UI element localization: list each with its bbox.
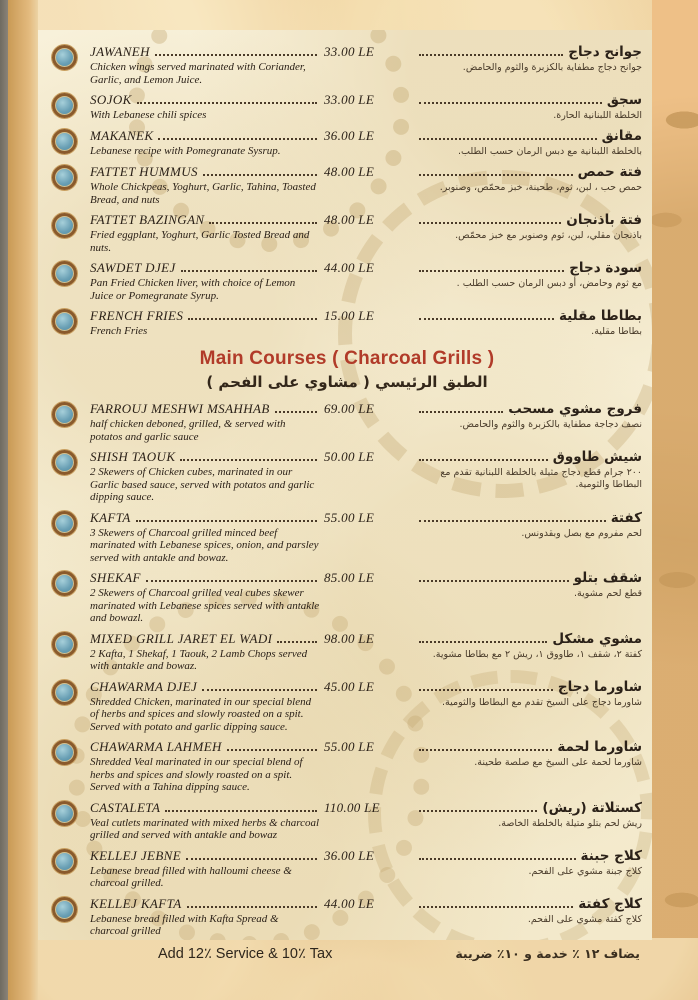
dotted-leader [419,174,573,176]
dotted-leader [419,318,554,320]
item-english-block [90,128,320,158]
item-name-line [90,401,320,417]
item-name-arabic: كلاج كفتة [578,895,642,912]
medallion-icon [52,801,77,826]
item-english-block [90,260,320,302]
item-name-arabic: فتة حمص [577,164,642,180]
item-name-english: SHEKAF [90,570,141,585]
item-name-line-arabic [416,449,642,465]
item-name-english: KAFTA [90,509,131,525]
item-description-arabic: ٢٠٠ جرام قطع دجاج مثيلة بالخلطة اللبنانية تقدم مع البطاطا والثومية. [440,467,642,490]
item-name-arabic: سجق [606,92,642,108]
item-name-line [90,739,320,755]
item-arabic-block [416,128,642,158]
item-description-english: Lebanese recipe with Pomegranate Sysrup. [90,145,281,157]
item-arabic-block [416,510,642,565]
dotted-leader [203,174,317,176]
left-ornament-strip [8,0,38,1000]
dotted-leader [181,270,317,272]
item-name-line-arabic [416,679,642,695]
dotted-leader [146,580,317,582]
item-english-block [90,510,320,565]
dotted-leader [187,906,317,908]
dotted-leader [419,459,548,461]
item-description-english: 3 Skewers of Charcoal grilled minced beef marinated with Lebanese spices, onion, and parsley served with antakle and bowaz. [90,526,319,564]
item-price: 110.00 LE [324,799,380,815]
item-name-arabic: شاورما لحمة [557,739,642,755]
scan-edge-left [0,0,8,1000]
menu-item-row [52,212,642,254]
item-price: 36.00 LE [324,128,375,143]
section-heading-arabic: الطبق الرئيسي ( مشاوي على الفحم ) [206,373,488,391]
dotted-leader [419,689,553,691]
item-name-line-arabic [416,570,642,586]
item-name-line [90,631,320,647]
dotted-leader [155,54,317,56]
menu-item-row [52,92,642,122]
item-name-arabic: بطاطا مقلية [558,308,642,324]
item-name-line [90,848,320,864]
menu-item-row [52,44,642,86]
item-arabic-block [416,848,642,890]
medallion-icon [52,571,77,596]
medallion-icon [52,511,77,536]
item-description-arabic: لحم مفروم مع بصل وبقدونس. [521,527,642,539]
menu-item-row [52,401,642,443]
item-price: 33.00 LE [324,92,375,107]
medallion-icon [52,632,77,657]
dotted-leader [227,749,317,751]
item-name-arabic: مقانق [601,128,642,144]
item-description-arabic: حمص حب ، لبن، ثوم، طحينة، خبز محمّص، وصنوبر. [439,182,642,193]
item-description-english: French Fries [90,325,148,337]
item-name-arabic: مشوي مشكل [552,630,642,647]
item-name-line-arabic [416,92,642,108]
service-tax-note-arabic: يضاف ١٢ ٪ خدمة و ١٠٪ ضريبة [455,946,640,961]
item-name-arabic: شيش طاووق [552,449,642,465]
item-arabic-block [416,401,642,443]
dotted-leader [165,810,317,812]
item-name-arabic: كلاج جبنة [580,847,642,864]
menu-item-row [52,896,642,938]
item-name-arabic: فتة باذنجان [566,212,642,228]
dotted-leader [188,318,317,320]
medallion-icon [52,849,77,874]
item-name-english: FATTET BAZINGAN [90,212,205,227]
item-name-line [90,570,320,586]
item-english-block [90,739,320,794]
item-description-english: With Lebanese chili spices [90,109,207,121]
item-name-english: KELLEJ KAFTA [90,895,182,911]
item-arabic-block [416,631,642,673]
dotted-leader [158,138,317,140]
dotted-leader [419,580,569,582]
menu-item-row [52,164,642,206]
item-description-english: Veal cutlets marinated with mixed herbs & charcoal grilled and served with antakle and bowaz [90,816,320,841]
dotted-leader [419,102,602,104]
medallion-icon [52,45,77,70]
item-description-english: Shredded Veal marinated in our special blend of herbs and spices and slowly roasted on a spit. Served with a Tahina dipping sauce. [90,756,303,793]
item-english-block [90,679,320,734]
item-description-arabic: جوانح دجاج مطفاية بالكزبرة والثوم والحامض. [462,62,642,73]
item-description-english: Fried eggplant, Yoghurt, Garlic Tosted Bread and nuts. [90,229,310,254]
item-name-line-arabic [416,510,642,526]
medallion-icon [52,450,77,475]
medallion-icon [52,93,77,118]
menu-page [38,30,652,940]
item-name-line-arabic [416,631,642,647]
item-name-line [90,896,320,912]
item-name-line [90,449,320,465]
menu-item-row [52,631,642,673]
section-heading [52,348,642,391]
item-price: 44.00 LE [324,260,375,275]
right-ornament-band [652,0,698,1000]
item-english-block [90,401,320,443]
item-name-line [90,92,320,108]
item-name-line-arabic [416,308,642,324]
menu-item-row [52,739,642,794]
dotted-leader [209,222,317,224]
dotted-leader [419,54,563,56]
item-name-line-arabic [416,800,642,816]
item-english-block [90,164,320,206]
item-name-arabic: فروج مشوي مسحب [508,401,642,417]
item-english-block [90,44,320,86]
item-name-arabic: شاورما دجاج [557,678,642,695]
item-name-line-arabic [416,848,642,864]
item-english-block [90,570,320,625]
dotted-leader [202,689,317,691]
item-price: 45.00 LE [324,678,375,694]
item-description-english: 2 Kafta, 1 Shekaf, 1 Taouk, 2 Lamb Chops served with antakle and bowaz. [90,647,308,672]
item-price: 15.00 LE [324,308,375,323]
medallion-icon [52,213,77,238]
dotted-leader [275,411,317,413]
item-name-line [90,308,320,324]
item-name-line-arabic [416,260,642,276]
item-name-english: FATTET HUMMUS [90,164,198,179]
menu-item-row [52,800,642,842]
item-arabic-block [416,92,642,122]
item-english-block [90,800,320,842]
item-name-english: CHAWARMA DJEJ [90,678,198,694]
item-name-line [90,510,320,526]
item-arabic-block [416,896,642,938]
appetizers-section [52,44,642,338]
item-name-english: KELLEJ JEBNE [90,847,182,863]
item-description-arabic: بطاطا مقلية. [591,326,642,337]
item-description-english: 2 Skewers of Chicken cubes, marinated in our Garlic based sauce, served with potatos and garlic dipping sauce. [90,466,315,503]
item-arabic-block [416,449,642,504]
menu-item-row [52,848,642,890]
item-name-line [90,128,320,144]
item-english-block [90,848,320,890]
item-description-english: Shredded Chicken, marinated in our special blend of herbs and spices and slowly roasted on a spit. Served with potato and garlic dipping sauce. [90,695,312,733]
item-name-line-arabic [416,164,642,180]
item-price: 36.00 LE [324,847,375,863]
item-arabic-block [416,212,642,254]
dotted-leader [419,411,503,413]
item-name-arabic: شقف بتلو [573,570,642,586]
menu-item-row [52,128,642,158]
item-description-english: Chicken wings served marinated with Coriander, Garlic, and Lemon Juice. [90,61,306,86]
item-name-line [90,679,320,695]
item-description-arabic: ريش لحم بتلو متيلة بالخلطة الخاصة. [498,817,642,829]
item-name-english: SHISH TAOUK [90,449,176,464]
item-description-arabic: كلاج جبنة مشوي على الفحم. [528,865,642,877]
dotted-leader [136,520,317,522]
dotted-leader [277,641,317,643]
dotted-leader [186,858,317,860]
service-tax-note-english: Add 12٪ Service & 10٪ Tax [158,946,333,962]
dotted-leader [419,810,537,812]
item-name-english: FARROUJ MESHWI MSAHHAB [90,401,270,416]
item-name-english: CASTALETA [90,799,161,815]
dotted-leader [137,102,317,104]
item-description-english: Lebanese bread filled with halloumi cheese & charcoal grilled. [90,864,292,889]
main-courses-section [52,401,642,938]
medallion-icon [52,680,77,705]
dotted-leader [180,459,317,461]
medallion-icon [52,740,77,765]
item-price: 33.00 LE [324,44,375,59]
item-name-line-arabic [416,739,642,755]
item-description-arabic: كفتة ٢، شقف ١، طاووق ١، ريش ٢ مع بطاطا مشوية. [432,648,642,660]
item-name-english: MAKANEK [90,128,154,143]
footer [8,938,698,1000]
item-name-english: CHAWARMA LAHMEH [90,739,222,754]
item-arabic-block [416,570,642,625]
dotted-leader [419,858,576,860]
item-price: 69.00 LE [324,401,375,416]
item-price: 85.00 LE [324,570,375,585]
item-price: 48.00 LE [324,164,375,179]
menu-item-row [52,570,642,625]
dotted-leader [419,749,552,751]
item-arabic-block [416,800,642,842]
item-price: 48.00 LE [324,212,375,227]
dotted-leader [419,520,606,522]
medallion-icon [52,402,77,427]
item-price: 55.00 LE [324,739,375,754]
menu-item-row [52,679,642,734]
item-name-english: SAWDET DJEJ [90,260,176,275]
item-description-english: Pan Fried Chicken liver, with choice of Lemon Juice or Pomegranate Syrup. [90,277,296,302]
item-price: 98.00 LE [324,630,375,646]
section-heading-english: Main Courses ( Charcoal Grills ) [199,348,495,369]
item-name-line-arabic [416,128,642,144]
item-name-line [90,800,320,816]
top-ornament-band [8,0,698,34]
item-description-english: half chicken deboned, grilled, & served with potatos and garlic sauce [90,418,286,443]
medallion-icon [52,165,77,190]
item-name-english: SOJOK [90,92,132,107]
item-description-english: Lebanese bread filled with Kafta Spread & charcoal grilled [90,912,279,937]
item-arabic-block [416,44,642,86]
menu-item-row [52,449,642,504]
item-price: 44.00 LE [324,895,375,911]
item-description-english: 2 Skewers of Charcoal grilled veal cubes skewer marinated with Lebanese spices served with antakle and bowazl. [90,587,320,624]
item-english-block [90,631,320,673]
item-name-line-arabic [416,401,642,417]
item-name-line [90,44,320,60]
item-arabic-block [416,164,642,206]
dotted-leader [419,641,547,643]
medallion-icon [52,897,77,922]
item-description-arabic: باذنجان مقلي، لبن، ثوم وصنوبر مع خبز محمّص. [455,230,642,241]
item-english-block [90,212,320,254]
item-description-arabic: كلاج كفتة مشوي على الفحم. [527,913,642,925]
item-name-line [90,260,320,276]
item-arabic-block [416,308,642,338]
medallion-icon [52,261,77,286]
menu-item-row [52,308,642,338]
item-arabic-block [416,679,642,734]
dotted-leader [419,222,561,224]
medallion-icon [52,129,77,154]
item-english-block [90,896,320,938]
item-arabic-block [416,260,642,302]
item-arabic-block [416,739,642,794]
item-description-arabic: قطع لحم مشوية. [573,588,642,599]
item-description-arabic: بالخلطة اللبنانية مع دبس الرمان حسب الطلب. [458,146,642,157]
item-english-block [90,92,320,122]
item-price: 55.00 LE [324,509,375,525]
item-name-arabic: كستلاتة (ريش) [542,799,642,816]
item-english-block [90,449,320,504]
item-description-arabic: نصف دجاجة مطفاية بالكزبرة والثوم والحامض. [459,419,642,430]
item-description-arabic: شاورما لحمة على السيخ مع صلصة طحينة. [474,757,642,768]
item-description-arabic: شاورما دجاج على السيخ تقدم مع البطاطا والثومية. [442,696,642,708]
item-description-english: Whole Chickpeas, Yoghurt, Garlic, Tahina, Toasted Bread, and nuts [90,181,316,206]
item-name-english: MIXED GRILL JARET EL WADI [90,630,273,646]
item-name-line-arabic [416,44,642,60]
dotted-leader [419,906,573,908]
item-name-english: FRENCH FRIES [90,308,184,323]
menu-item-row [52,510,642,565]
dotted-leader [419,138,597,140]
item-name-english: JAWANEH [90,44,150,59]
item-name-line-arabic [416,212,642,228]
item-name-arabic: جوانح دجاج [568,44,642,60]
item-name-line-arabic [416,896,642,912]
item-description-arabic: الخلطة اللبنانية الحارة. [553,110,642,121]
medallion-icon [52,309,77,334]
dotted-leader [419,270,564,272]
item-name-line [90,164,320,180]
item-name-line [90,212,320,228]
item-price: 50.00 LE [324,449,375,464]
item-name-arabic: كفتة [610,509,642,526]
menu-item-row [52,260,642,302]
item-name-arabic: سودة دجاج [569,260,642,276]
item-description-arabic: مع ثوم وحامض، أو دبس الرمان حسب الطلب . [456,278,642,289]
item-english-block [90,308,320,338]
